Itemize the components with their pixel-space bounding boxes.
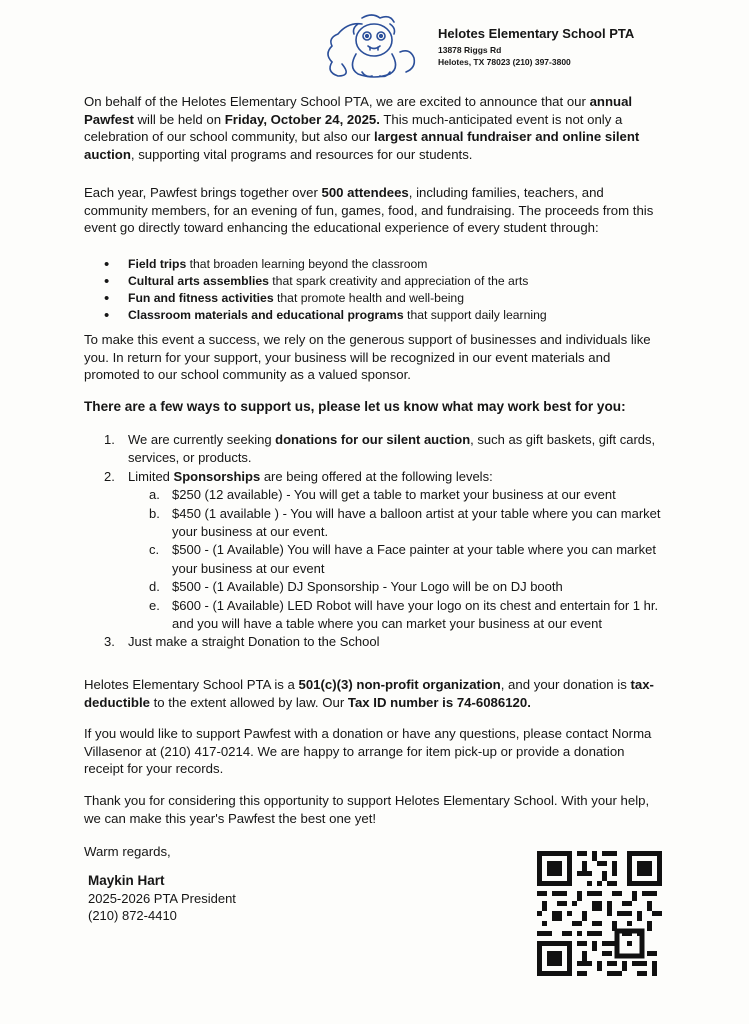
- support-options: [104, 431, 664, 652]
- list-item: d. $500 - (1 Available) DJ Sponsorship - Your Logo will be on DJ booth: [149, 579, 563, 595]
- option-3: 3. Just make a straight Donation to the School: [104, 634, 380, 650]
- org-address: [438, 44, 738, 68]
- signer-title: 2025-2026 PTA President: [88, 890, 236, 906]
- contact-paragraph: If you would like to support Pawfest with a donation or have any questions, please contact Norma Villasenor at (210) 417-0214. We are happy to arrange for item pick-up or provide a donation receipt for your records.: [84, 726, 652, 777]
- signer-phone: (210) 872-4410: [88, 908, 177, 923]
- sponsor-paragraph: To make this event a success, we rely on the generous support of businesses and individuals like you. In return for your support, your business will be recognized in our event materials and promoted to our school community as a valued sponsor.: [84, 332, 651, 383]
- list-item: c. $500 - (1 Available) You will have a Face painter at your table where you can market your business at our event: [149, 542, 656, 576]
- list-item: • Cultural arts assemblies that spark creativity and appreciation of the arts: [104, 273, 664, 290]
- nonprofit-paragraph: Helotes Elementary School PTA is a 501(c)(3) non-profit organization, and your donation is tax-deductible to the extent allowed by law. Our Tax ID number is 74-6086120.: [84, 677, 654, 710]
- bulldog-mascot-logo: [318, 10, 424, 82]
- option-2: 2. Limited Sponsorships are being offered at the following levels:: [104, 468, 493, 484]
- attendance-paragraph: Each year, Pawfest brings together over 500 attendees, including families, teachers, and community members, for an evening of fun, games, food, and fundraising. The proceeds from this event go directly toward enhancing the educational experience of every student through:: [84, 185, 654, 236]
- thanks-paragraph: Thank you for considering this opportunity to support Helotes Elementary School. With your help, we can make this year's Pawfest the best one yet!: [84, 793, 650, 826]
- address-line-2: Helotes, TX 78023 (210) 397-3800: [438, 57, 571, 67]
- qr-code: [537, 851, 662, 976]
- closing-line: Warm regards,: [84, 844, 171, 859]
- intro-paragraph: On behalf of the Helotes Elementary School PTA, we are excited to announce that our annual Pawfest will be held on Friday, October 24, 2025. This much-anticipated event is not only a celebration of our school community, but also our largest annual fundraiser and online silent auction, supporting vital programs and resources for our students.: [84, 94, 640, 162]
- list-item: • Field trips that broaden learning beyond the classroom: [104, 256, 664, 273]
- ways-heading: There are a few ways to support us, please let us know what may work best for you:: [84, 399, 626, 414]
- list-item: • Fun and fitness activities that promote health and well-being: [104, 290, 664, 307]
- address-line-1: 13878 Riggs Rd: [438, 45, 502, 55]
- list-item: • Classroom materials and educational programs that support daily learning: [104, 307, 664, 324]
- signer-name: Maykin Hart: [88, 873, 165, 888]
- signature-block: [88, 872, 236, 925]
- option-1: 1. We are currently seeking donations for our silent auction, such as gift baskets, gift cards, services, or products.: [104, 432, 656, 466]
- org-name: Helotes Elementary School PTA: [438, 26, 635, 41]
- sponsorship-levels: [104, 486, 664, 633]
- list-item: b. $450 (1 available ) - You will have a balloon artist at your table where you can market your business at our event.: [149, 505, 661, 540]
- list-item: e. $600 - (1 Available) LED Robot will have your logo on its chest and entertain for 1 hr. and you will have a table where you can market your business at our event: [149, 597, 659, 632]
- list-item: a. $250 (12 available) - You will get a table to market your business at our event: [149, 487, 616, 503]
- letterhead: [438, 26, 738, 68]
- benefit-list: [104, 256, 664, 324]
